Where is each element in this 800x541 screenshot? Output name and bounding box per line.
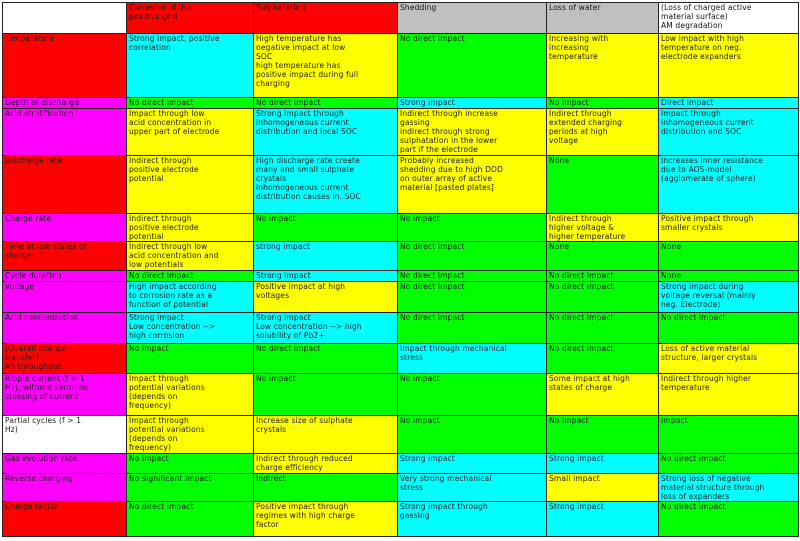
impact-cell-am-degradation: Positive impact through smaller crystals — [659, 213, 799, 242]
table-row — [3, 343, 799, 374]
column-header-am-degradation: (Loss of charged active material surface) AM degradation — [659, 3, 799, 34]
impact-cell-shedding: No impact — [398, 213, 547, 242]
header-row — [3, 3, 799, 34]
impact-cell-shedding: No direct impact — [398, 33, 547, 97]
impact-cell-am-degradation: Strong impact during voltage reversal (mainly neg. Electrode) — [659, 282, 799, 313]
row-label: Partial cycles (f > 1 Hz) — [3, 416, 127, 454]
table-row — [3, 242, 799, 271]
impact-cell-corrosion: High impact according to corrosion rate as a function of potential — [127, 282, 254, 313]
impact-cell-am-degradation: Impact through inhomogeneous current distribution and SOC — [659, 109, 799, 156]
impact-cell-am-degradation: Impact — [659, 416, 799, 454]
impact-cell-shedding: Strong impact — [398, 454, 547, 473]
column-header-corrosion: Corrosion of the positive grid — [127, 3, 254, 34]
impact-cell-loss-of-water: Indirect through higher voltage & higher temperature — [547, 213, 659, 242]
impact-cell-shedding: No direct impact — [398, 282, 547, 313]
row-label: Ripple current (f > 1 Hz), without zero-line crossing of current — [3, 374, 127, 416]
row-label: Voltage — [3, 282, 127, 313]
impact-cell-shedding: Impact through mechanical stress — [398, 343, 547, 374]
impact-cell-corrosion: Indirect through low acid concentration and low potentials — [127, 242, 254, 271]
impact-cell-am-degradation: Loss of active material structure, larger crystals — [659, 343, 799, 374]
table-row — [3, 312, 799, 343]
row-label: Cycle duration — [3, 270, 127, 281]
row-label: Discharge rate — [3, 156, 127, 213]
impact-cell-corrosion: Indirect through positive electrode potential — [127, 156, 254, 213]
impact-cell-loss-of-water: No direct impact — [547, 312, 659, 343]
impact-cell-corrosion: No impact — [127, 454, 254, 473]
column-header-shedding: Shedding — [398, 3, 547, 34]
impact-cell-am-degradation: No direct impact — [659, 454, 799, 473]
table-row — [3, 416, 799, 454]
impact-cell-shedding: No direct impact — [398, 270, 547, 281]
impact-cell-loss-of-water: No direct impact — [547, 282, 659, 313]
impact-cell-corrosion: No direct impact — [127, 98, 254, 109]
row-label: (Overall charge transfer) Ah throughput — [3, 343, 127, 374]
column-header-loss-of-water: Loss of water — [547, 3, 659, 34]
impact-cell-loss-of-water: No direct impact — [547, 270, 659, 281]
row-label: Acid concentration — [3, 312, 127, 343]
table-row — [3, 473, 799, 502]
row-label: Charge factor — [3, 502, 127, 537]
impact-cell-sulphatation: High temperature has negative impact at low SOC high temperature has positive impact during full charging — [254, 33, 398, 97]
table-row — [3, 109, 799, 156]
impact-cell-sulphatation: Strong impact through inhomogeneous current distribution and local SOC — [254, 109, 398, 156]
impact-cell-loss-of-water: Indirect through extended charging periods at high voltage — [547, 109, 659, 156]
impact-cell-loss-of-water: Increasing with increasing temperature — [547, 33, 659, 97]
table-row — [3, 270, 799, 281]
impact-cell-sulphatation: Increase size of sulphate crystals — [254, 416, 398, 454]
impact-cell-loss-of-water: No impact — [547, 98, 659, 109]
impact-cell-shedding: Indirect through increase gassing indirect through strong sulphatation in the lower part if the electrode — [398, 109, 547, 156]
impact-cell-sulphatation: strong impact — [254, 242, 398, 271]
impact-cell-corrosion: Impact through potential variations (depends on frequency) — [127, 416, 254, 454]
impact-cell-corrosion: Strong impact, positive correlation — [127, 33, 254, 97]
table-row — [3, 282, 799, 313]
impact-cell-sulphatation: Indirect through reduced charge efficiency — [254, 454, 398, 473]
impact-cell-loss-of-water: No direct impact — [547, 343, 659, 374]
impact-cell-am-degradation: None — [659, 270, 799, 281]
impact-cell-am-degradation: Strong loss of negative material structure through loss of expanders — [659, 473, 799, 502]
column-header-sulphatation: Sulphatation — [254, 3, 398, 34]
impact-cell-am-degradation: No direct impact — [659, 312, 799, 343]
impact-cell-sulphatation: Positive impact at high voltages — [254, 282, 398, 313]
impact-cell-corrosion: No significant impact — [127, 473, 254, 502]
row-label: Time at low states of charge — [3, 242, 127, 271]
row-label: Temperature — [3, 33, 127, 97]
row-label: Depth of discharge — [3, 98, 127, 109]
table-row — [3, 33, 799, 97]
impact-cell-shedding: No direct impact — [398, 312, 547, 343]
impact-cell-am-degradation: Low impact with high temperature on neg. electrode expanders — [659, 33, 799, 97]
impact-cell-sulphatation: Strong impact — [254, 270, 398, 281]
impact-cell-corrosion: Impact through low acid concentration in upper part of electrode — [127, 109, 254, 156]
impact-cell-sulphatation: Indirect — [254, 473, 398, 502]
impact-cell-sulphatation: No direct impact — [254, 98, 398, 109]
impact-cell-am-degradation: Increases inner resistance due to AOS-model (agglomerate of sphere) — [659, 156, 799, 213]
row-label: Reverse charging — [3, 473, 127, 502]
row-label: Acid stratification — [3, 109, 127, 156]
impact-cell-am-degradation: Direct impact — [659, 98, 799, 109]
impact-cell-am-degradation: None — [659, 242, 799, 271]
impact-cell-sulphatation: Strong impact Low concentration --> high solubility of Pb2+ — [254, 312, 398, 343]
impact-cell-shedding: Strong impact through gassing — [398, 502, 547, 537]
impact-cell-loss-of-water: Some impact at high states of charge — [547, 374, 659, 416]
impact-cell-corrosion: No impact — [127, 343, 254, 374]
impact-cell-loss-of-water: Small impact — [547, 473, 659, 502]
impact-cell-sulphatation: Positive impact through regimes with high charge factor — [254, 502, 398, 537]
impact-cell-corrosion: No direct impact — [127, 270, 254, 281]
impact-cell-sulphatation: No direct impact — [254, 343, 398, 374]
impact-cell-sulphatation: No impact — [254, 374, 398, 416]
impact-cell-shedding: No impact — [398, 374, 547, 416]
impact-cell-sulphatation: High discharge rate create many and small sulphate crystals inhomogeneous current distribution causes in. SOC — [254, 156, 398, 213]
impact-cell-shedding: No direct impact — [398, 242, 547, 271]
row-label: Gas evolution rate — [3, 454, 127, 473]
impact-cell-shedding: No impact — [398, 416, 547, 454]
impact-cell-am-degradation: No direct impact — [659, 502, 799, 537]
impact-cell-shedding: Strong impact — [398, 98, 547, 109]
impact-cell-loss-of-water: Strong impact — [547, 454, 659, 473]
impact-cell-corrosion: Strong impact Low concentration --> high corrosion — [127, 312, 254, 343]
impact-matrix-table — [2, 2, 799, 537]
impact-cell-am-degradation: Indirect through higher temperature — [659, 374, 799, 416]
impact-cell-corrosion: Impact through potential variations (depends on frequency) — [127, 374, 254, 416]
impact-cell-loss-of-water: None — [547, 156, 659, 213]
table-row — [3, 502, 799, 537]
impact-cell-corrosion: No direct impact — [127, 502, 254, 537]
impact-cell-shedding: Probably increased shedding due to high DOD on outer array of active material [pasted plates] — [398, 156, 547, 213]
impact-cell-corrosion: Indirect through positive electrode potential — [127, 213, 254, 242]
table-row — [3, 156, 799, 213]
impact-cell-loss-of-water: No impact — [547, 416, 659, 454]
impact-cell-shedding: Very strong mechanical stress — [398, 473, 547, 502]
row-label: Charge rate — [3, 213, 127, 242]
impact-cell-loss-of-water: Strong impact — [547, 502, 659, 537]
table-row — [3, 454, 799, 473]
corner-cell — [3, 3, 127, 34]
impact-matrix-body — [3, 3, 799, 537]
table-row — [3, 374, 799, 416]
table-row — [3, 98, 799, 109]
impact-cell-sulphatation: No impact — [254, 213, 398, 242]
table-row — [3, 213, 799, 242]
impact-cell-loss-of-water: None — [547, 242, 659, 271]
